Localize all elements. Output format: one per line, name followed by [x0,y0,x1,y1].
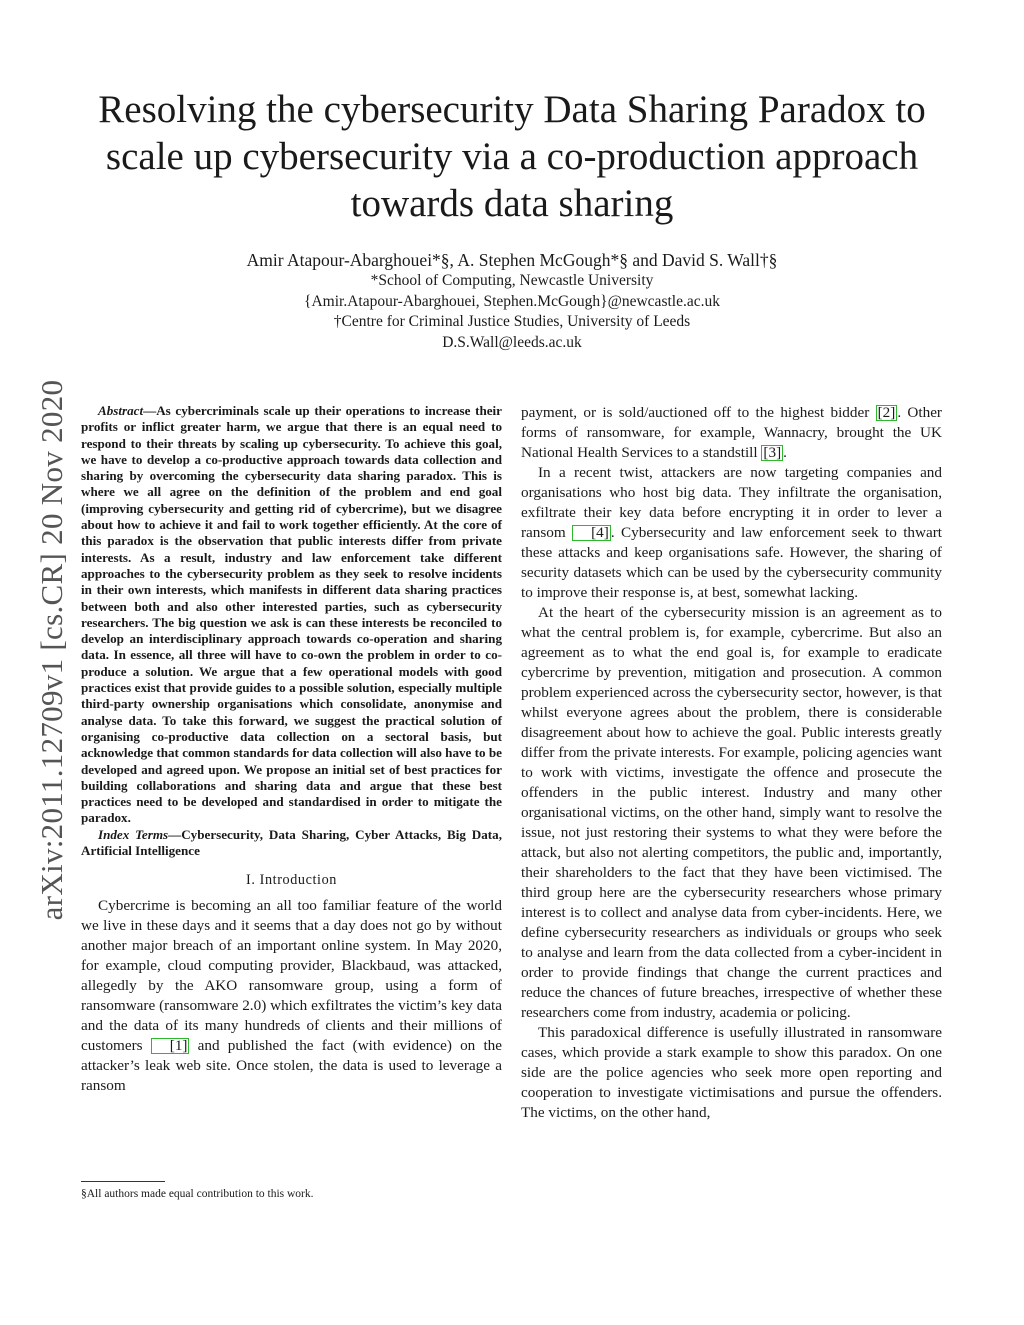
paragraph-text: . [783,444,787,461]
paragraph-mission: At the heart of the cybersecurity mission is an agreement as to what the central problem is, for example, cybercrime. But also an agreement as to what the end goal is, for example to eradicate cybercrime by prevention, mitigation and prosecution. A common problem experienced across the cybersecurity sector, however, is that whilst everyone agrees about the problem, there is considerable disagreement about how to achieve the goal. Public interests greatly differ from the private interests. For example, policing agencies want to work with victims, investigate the offence and prosecute the offenders in the public interest. Industry and many other organisational victims, on the other hand, simply want to resolve the issue, not just restoring their systems to what they were before the attack, but also not alerting competitors, the public and, importantly, their shareholders to the fact that they have been victimised. The third group here are the cybersecurity researchers whose primary interest is to collect and analyse data from cyber-incidents. Here, we define cybersecurity researchers as individuals or groups who seek to analyse and learn from the data collected from a cyber-incident in order to provide findings that change the current practices and reduce the chances of future breaches, irrespective of whether these researchers come from industry, academia or policing. [521,604,942,1021]
paragraph-text: . Cybersecurity and law enforcement seek to thwart these attacks and keep organisations safe. However, the sharing of security datasets which can be used by the cybersecurity community to improve their response is, at best, somewhat lacking. [521,524,942,601]
abstract-text: As cybercriminals scale up their operations to increase their profits or inflict greater harm, we argue that there is an equal need to respond to their threats by scaling up cybersecurity. To achieve this goal, we have to develop a co-productive approach towards data collection and sharing by overcoming the cybersecurity data sharing paradox. This is where we all agree on the definition of the problem and end goal (improving cybersecurity and getting rid of cybercrime), but we disagree about how to achieve it and fail to work together efficiently. At the core of this paradox is the observation that public interests differ from private interests. As a result, industry and law enforcement take different approaches to the cybersecurity problem as they seek to resolve incidents in their own interests, which manifests in different data sharing practices between both and also other interested parties, such as cybersecurity researchers. The big question we ask is can these interests be reconciled to develop an interdisciplinary approach towards co-operation and sharing data. In essence, all three will have to co-own the problem in order to co-produce a solution. We argue that a few operational models with good practices exist that provide guides to a possible solution, especially multiple third-party ownership organisations which consolidate, anonymise and analyse data. To take this forward, we suggest the practical solution of organising co-productive data collection on a sectoral basis, but acknowledge that common standards for data collection will also have to be developed and agreed upon. We propose an initial set of best practices for building collaborations and sharing data and argue that these best practices need to be developed and standardised in order to mitigate the paradox. [81,403,502,826]
citation-link[interactable]: [4] [572,525,611,541]
abstract-dash: — [143,403,157,418]
citation-link[interactable]: [2] [877,404,896,421]
section-heading-introduction: I. Introduction [246,872,337,889]
email-newcastle: {Amir.Atapour-Abarghouei, Stephen.McGough}@newcastle.ac.uk [304,292,720,310]
author-names: Amir Atapour-Abarghouei*§, A. Stephen McGough*§ and David S. Wall†§ [246,250,778,270]
arxiv-identifier: arXiv:2011.12709v1 [cs.CR] 20 Nov 2020 [34,379,69,921]
author-block [80,249,944,353]
intro-paragraph [81,896,502,1096]
abstract [81,403,502,827]
citation-link[interactable]: [1] [151,1038,190,1054]
footnote-divider [81,1181,165,1182]
citation-link[interactable]: [3] [763,444,782,461]
paragraph-paradox: This paradoxical difference is usefully illustrated in ransomware cases, which provide a stark example to show this paradox. On one side are the police agencies who seek more open reporting and cooperation to investigate victimisations and pursue the offenders. The victims, on the other hand, [521,1024,942,1121]
paragraph-continued [521,403,942,463]
intro-text: Cybercrime is becoming an all too familiar feature of the world we live in these days and it seems that a day does not go by without another major breach of an important online system. In May 2020, for example, cloud computing provider, Blackbaud, was attacked, allegedly by the AKO ransomware group, using a form of ransomware (ransomware 2.0) which exfiltrates the victim’s key data and the data of its many hundreds of clients and their millions of customers [81,897,502,1055]
footnote: §All authors made equal contribution to this work. [81,1188,314,1200]
paper-title: Resolving the cybersecurity Data Sharing Paradox to scale up cybersecurity via a co-production approach towards data sharing [98,88,926,225]
index-terms [81,827,502,860]
paragraph-recent-twist [521,463,942,603]
affiliation-leeds: †Centre for Criminal Justice Studies, University of Leeds [333,313,691,330]
index-terms-text: Cybersecurity, Data Sharing, Cyber Attacks, Big Data, Artificial Intelligence [81,826,502,859]
affiliation-newcastle: *School of Computing, Newcastle University [370,272,654,289]
left-column [81,403,502,1096]
index-terms-dash: — [168,826,182,842]
email-leeds: D.S.Wall@leeds.ac.uk [442,333,582,351]
right-column [521,403,942,1123]
abstract-label: Abstract [98,403,144,418]
paragraph-text: In a recent twist, attackers are now targeting companies and organisations who host big data. They infiltrate the organisation, exfiltrate their key data before encrypting it in order to lever a ransom [521,464,942,541]
intro-text: and published the fact (with evidence) on the attacker’s leak web site. Once stolen, the data is used to leverage a ransom [81,1037,502,1095]
paragraph-text: . Other forms of ransomware, for example, Wannacry, brought the UK National Health Services to a standstill [521,404,942,461]
paragraph-text: payment, or is sold/auctioned off to the highest bidder [521,404,876,421]
index-terms-label: Index Terms [98,826,169,842]
